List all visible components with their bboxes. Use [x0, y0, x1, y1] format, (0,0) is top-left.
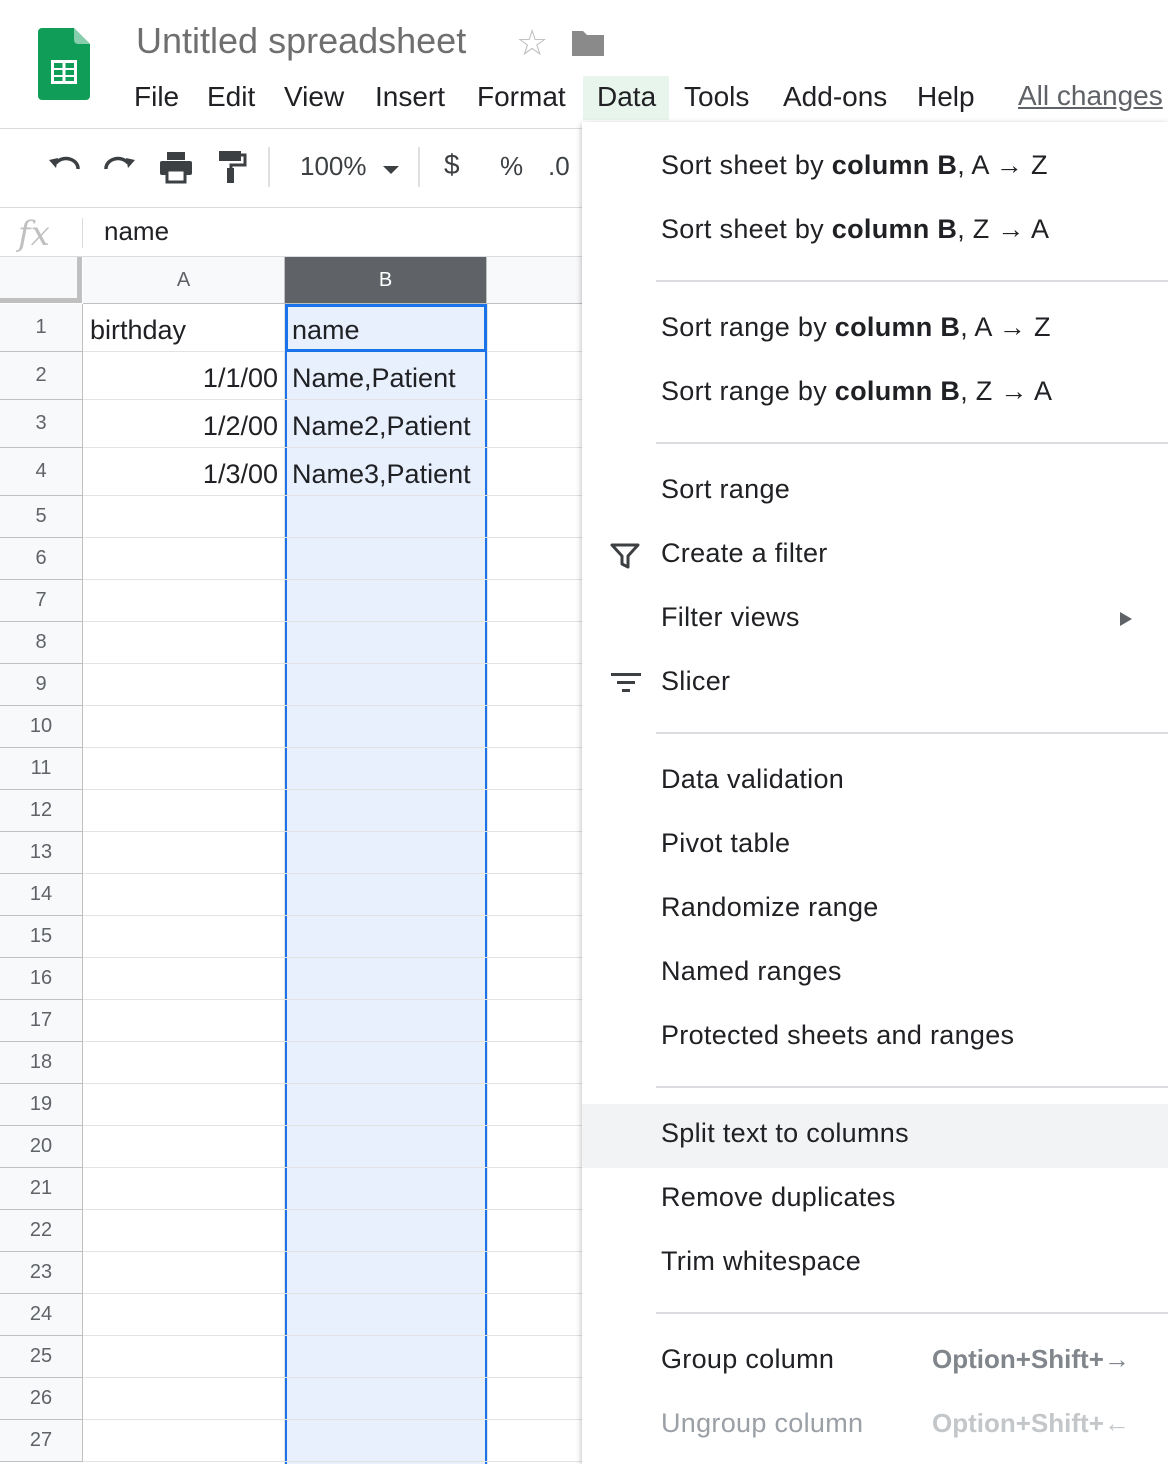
app-header	[0, 0, 1168, 129]
row-header-27[interactable]: 27	[0, 1420, 83, 1462]
menu-randomize-range[interactable]	[582, 878, 1168, 942]
row-header-2[interactable]: 2	[0, 352, 83, 400]
toolbar-divider	[418, 147, 420, 187]
formula-divider	[82, 218, 83, 248]
menu-remove-duplicates[interactable]	[582, 1168, 1168, 1232]
select-all-corner[interactable]	[0, 257, 82, 303]
row-header-6[interactable]: 6	[0, 538, 83, 580]
menu-sort-range[interactable]	[582, 460, 1168, 524]
menu-label: , Z → A	[957, 214, 1050, 244]
row-header-22[interactable]: 22	[0, 1210, 83, 1252]
menu-label: Sort sheet by	[661, 150, 832, 180]
row-header-5[interactable]: 5	[0, 496, 83, 538]
row-header-21[interactable]: 21	[0, 1168, 83, 1210]
menu-label: Pivot table	[661, 828, 791, 858]
row-header-3[interactable]: 3	[0, 400, 83, 448]
menu-separator	[656, 1312, 1168, 1314]
formula-input[interactable]: name	[104, 216, 170, 246]
row-header-12[interactable]: 12	[0, 790, 83, 832]
toolbar-divider	[268, 147, 270, 187]
filter-icon	[610, 542, 640, 570]
menu-sort-sheet-za[interactable]	[582, 200, 1168, 264]
menu-trim-whitespace[interactable]	[582, 1232, 1168, 1296]
menu-label: Sort range	[661, 474, 791, 504]
menu-file[interactable]: File	[134, 81, 180, 112]
menu-pivot-table[interactable]	[582, 814, 1168, 878]
menu-separator	[656, 280, 1168, 282]
menu-label: Split text to columns	[661, 1118, 909, 1148]
menu-split-text-to-columns[interactable]	[582, 1104, 1168, 1168]
menu-label: Create a filter	[661, 538, 828, 568]
cell-a1[interactable]: birthday	[90, 315, 187, 345]
cell-b4[interactable]: Name3,Patient	[292, 459, 471, 489]
menu-shortcut: Option+Shift+←	[932, 1408, 1130, 1438]
menu-label: Slicer	[661, 666, 731, 696]
menu-slicer[interactable]	[582, 652, 1168, 716]
star-icon[interactable]: ☆	[516, 22, 549, 63]
menu-label: Randomize range	[661, 892, 879, 922]
menu-view[interactable]: View	[284, 81, 345, 112]
row-header-24[interactable]: 24	[0, 1294, 83, 1336]
menu-label: Group column	[661, 1344, 835, 1374]
cell-a4[interactable]: 1/3/00	[202, 459, 278, 489]
column-header-a[interactable]: A	[83, 257, 285, 304]
menu-filter-views[interactable]	[582, 588, 1168, 652]
cell-a3[interactable]: 1/2/00	[202, 411, 278, 441]
menu-label: Sort sheet by	[661, 214, 832, 244]
menu-label: Trim whitespace	[661, 1246, 862, 1276]
menu-label-bold: column B	[834, 312, 961, 342]
column-gridline	[487, 304, 488, 1464]
menu-insert[interactable]: Insert	[375, 81, 446, 112]
menu-separator	[656, 1086, 1168, 1088]
menu-shortcut: Option+Shift+→	[932, 1344, 1130, 1374]
menu-ungroup-column	[582, 1394, 1168, 1458]
menu-data-validation[interactable]	[582, 750, 1168, 814]
percent-format-button[interactable]: %	[500, 151, 524, 181]
menu-help[interactable]: Help	[917, 81, 975, 112]
menu-sort-range-az[interactable]	[582, 298, 1168, 362]
menu-addons[interactable]: Add-ons	[783, 81, 888, 112]
menu-label: Named ranges	[661, 956, 842, 986]
row-header-4[interactable]: 4	[0, 448, 83, 496]
row-header-8[interactable]: 8	[0, 622, 83, 664]
redo-icon[interactable]	[102, 149, 138, 185]
folder-icon[interactable]	[570, 28, 606, 58]
column-gridline	[284, 304, 285, 1464]
undo-icon[interactable]	[46, 149, 82, 185]
menu-label-bold: column B	[834, 376, 961, 406]
save-status-link[interactable]: All changes	[1018, 80, 1163, 111]
row-header-25[interactable]: 25	[0, 1336, 83, 1378]
menu-label: Sort range by	[661, 376, 835, 406]
menu-edit[interactable]: Edit	[207, 81, 256, 112]
menu-label: , A → Z	[960, 312, 1051, 342]
row-header-20[interactable]: 20	[0, 1126, 83, 1168]
menu-label-bold: column B	[831, 214, 958, 244]
currency-format-button[interactable]: $	[444, 149, 460, 180]
menu-label: Sort range by	[661, 312, 835, 342]
row-header-17[interactable]: 17	[0, 1000, 83, 1042]
row-header-26[interactable]: 26	[0, 1378, 83, 1420]
menu-sort-sheet-az[interactable]	[582, 136, 1168, 200]
menu-protected-sheets[interactable]	[582, 1006, 1168, 1070]
menu-label: Filter views	[661, 602, 800, 632]
cell-b3[interactable]: Name2,Patient	[292, 411, 471, 441]
decrease-decimal-button[interactable]: .0	[548, 151, 570, 181]
menu-separator	[656, 732, 1168, 734]
chevron-down-icon[interactable]	[382, 165, 400, 175]
column-header-b[interactable]: B	[285, 257, 487, 304]
row-header-9[interactable]: 9	[0, 664, 83, 706]
document-title[interactable]: Untitled spreadsheet	[136, 20, 467, 61]
menu-label: Ungroup column	[661, 1408, 864, 1438]
sheets-logo-icon[interactable]	[38, 28, 90, 100]
row-header-7[interactable]: 7	[0, 580, 83, 622]
row-header-15[interactable]: 15	[0, 916, 83, 958]
row-header-18[interactable]: 18	[0, 1042, 83, 1084]
cell-b1[interactable]: name	[292, 315, 360, 345]
row-header-10[interactable]: 10	[0, 706, 83, 748]
menu-label: Remove duplicates	[661, 1182, 896, 1212]
print-icon[interactable]	[158, 149, 194, 185]
slicer-icon	[610, 670, 642, 696]
menu-label: Data validation	[661, 764, 845, 794]
menu-label: Protected sheets and ranges	[661, 1020, 1015, 1050]
menu-sort-range-za[interactable]	[582, 362, 1168, 426]
cell-b2[interactable]: Name,Patient	[292, 363, 456, 393]
submenu-arrow-icon	[1118, 610, 1134, 628]
fx-icon: fx	[18, 214, 50, 254]
row-header-13[interactable]: 13	[0, 832, 83, 874]
menu-label: , A → Z	[957, 150, 1048, 180]
menu-data[interactable]: Data	[583, 76, 669, 120]
row-header-11[interactable]: 11	[0, 748, 83, 790]
paint-format-icon[interactable]	[216, 149, 248, 185]
row-header-23[interactable]: 23	[0, 1252, 83, 1294]
menu-label-bold: column B	[831, 150, 958, 180]
menu-format[interactable]: Format	[477, 81, 566, 112]
menu-tools[interactable]: Tools	[684, 81, 750, 112]
zoom-select[interactable]: 100%	[300, 151, 367, 181]
menu-create-filter[interactable]	[582, 524, 1168, 588]
cell-a2[interactable]: 1/1/00	[202, 363, 278, 393]
menu-separator	[656, 442, 1168, 444]
menu-label: , Z → A	[960, 376, 1053, 406]
menu-named-ranges[interactable]	[582, 942, 1168, 1006]
row-header-16[interactable]: 16	[0, 958, 83, 1000]
row-header-1[interactable]: 1	[0, 304, 83, 352]
data-dropdown-menu	[582, 122, 1168, 1464]
menu-group-column[interactable]	[582, 1330, 1168, 1394]
row-header-19[interactable]: 19	[0, 1084, 83, 1126]
row-header-14[interactable]: 14	[0, 874, 83, 916]
